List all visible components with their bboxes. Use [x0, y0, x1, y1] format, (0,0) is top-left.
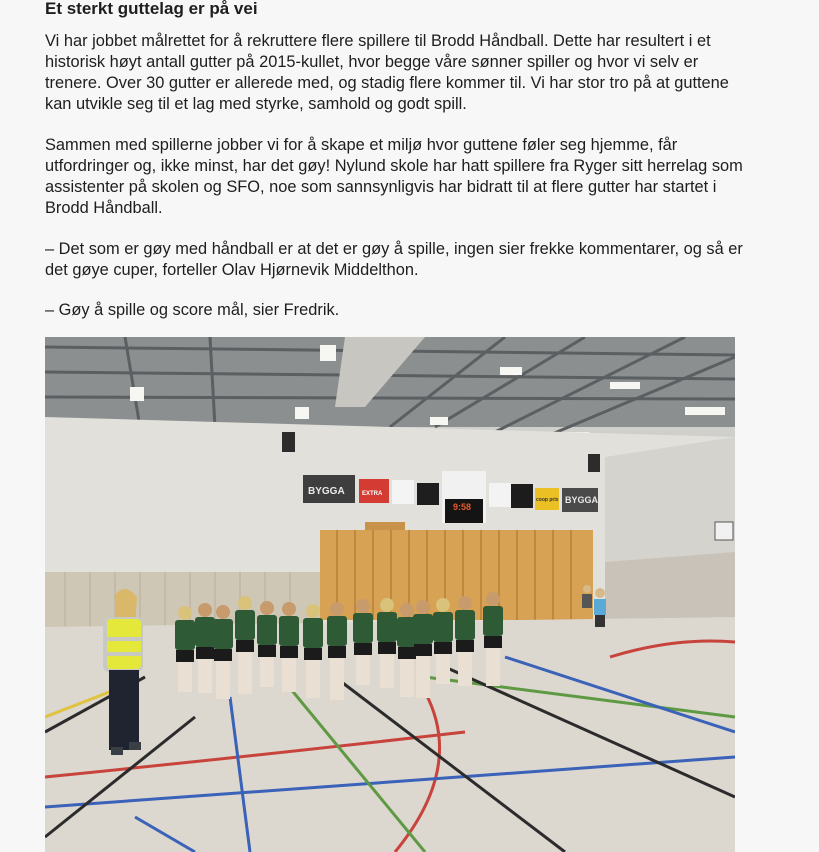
banner-text-4: BYGGA: [565, 495, 599, 505]
article-heading: Et sterkt guttelag er på vei: [45, 0, 258, 18]
article-paragraph-2: Sammen med spillerne jobber vi for å skape et miljø hvor guttene føler seg hjemme, får utfordringer og, ikke minst, har det gøy! Nylund skole har hatt spillere fra Ryger sitt herrelag som assistenter på skolen og SFO, noe som sannsynligvis har bidratt til at flere gutter har startet i Brodd Håndball.: [45, 136, 743, 217]
article-paragraph-4: – Gøy å spille og score mål, sier Fredrik.: [45, 301, 340, 319]
banner-text-3: coop prix: [536, 497, 559, 503]
article-paragraph-1: Vi har jobbet målrettet for å rekruttere flere spillere til Brodd Håndball. Dette har resultert i et historisk høyt antall gutter på 2015-kullet, hvor begge våre sønner spiller og hvor vi selv er trenere. Over 30 gutter er allerede med, og stadig flere kommer til. Vi har stor tro på at guttene kan utvikle seg til et lag med styrke, samhold og godt spill.: [45, 32, 729, 113]
article-paragraph-3: – Det som er gøy med håndball er at det er gøy å spille, ingen sier frekke kommentarer, og så er det gøye cuper, forteller Olav Hjørnevik Middelthon.: [45, 240, 743, 279]
banner-text-1: BYGGA: [308, 486, 345, 497]
banner-text-2: EXTRA: [362, 491, 383, 497]
scoreboard-time: 9:58: [453, 502, 472, 512]
team-photo: [45, 337, 735, 852]
